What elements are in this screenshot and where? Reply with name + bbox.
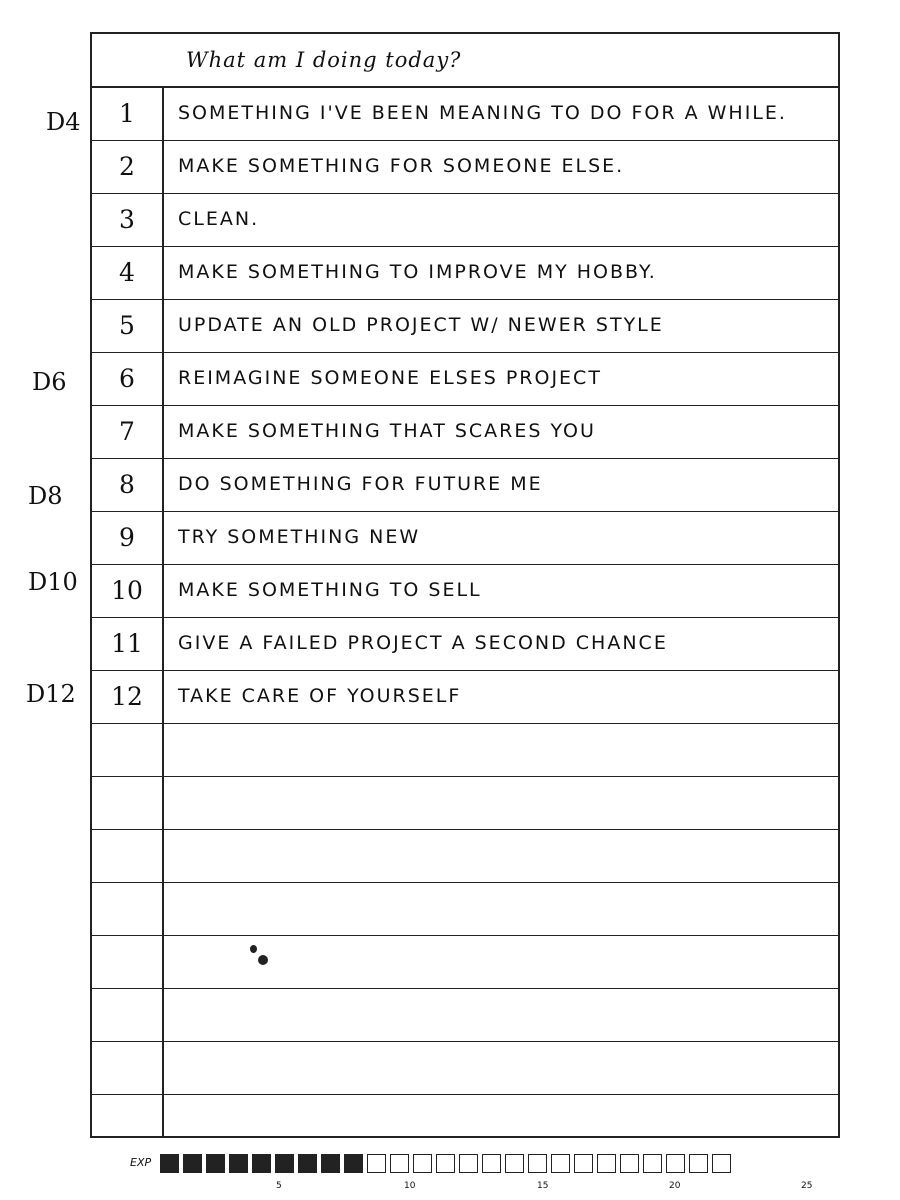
table-row — [92, 88, 838, 141]
row-number: 3 — [119, 205, 135, 234]
row-task: TAKE CARE OF YOURSELF — [178, 685, 462, 707]
exp-tick: 15 — [537, 1181, 549, 1191]
exp-box[interactable] — [160, 1154, 179, 1173]
table-row — [92, 406, 838, 459]
row-number: 6 — [119, 364, 135, 393]
day-mark: D4 — [46, 108, 81, 136]
exp-box[interactable] — [413, 1154, 432, 1173]
exp-box[interactable] — [574, 1154, 593, 1173]
exp-box[interactable] — [551, 1154, 570, 1173]
exp-box[interactable] — [528, 1154, 547, 1173]
exp-box[interactable] — [321, 1154, 340, 1173]
empty-row — [92, 724, 838, 777]
row-task: TRY SOMETHING NEW — [178, 526, 421, 548]
exp-box[interactable] — [275, 1154, 294, 1173]
table-row — [92, 247, 838, 300]
table-row — [92, 353, 838, 406]
day-mark: D8 — [28, 482, 63, 510]
table-row — [92, 512, 838, 565]
exp-box[interactable] — [689, 1154, 708, 1173]
row-number: 1 — [119, 99, 135, 128]
exp-tracker — [160, 1154, 731, 1173]
row-task: DO SOMETHING FOR FUTURE ME — [178, 473, 543, 495]
row-number: 10 — [111, 576, 143, 605]
row-number: 9 — [119, 523, 135, 552]
row-task: GIVE A FAILED PROJECT A SECOND CHANCE — [178, 632, 668, 654]
row-number: 2 — [119, 152, 135, 181]
row-task: MAKE SOMETHING THAT SCARES YOU — [178, 420, 596, 442]
table-row — [92, 141, 838, 194]
log-sheet — [90, 32, 840, 1138]
exp-tick: 5 — [276, 1181, 282, 1191]
exp-box[interactable] — [643, 1154, 662, 1173]
exp-box[interactable] — [298, 1154, 317, 1173]
ink-speck — [250, 945, 257, 953]
ink-speck — [258, 955, 268, 965]
exp-box[interactable] — [229, 1154, 248, 1173]
exp-box[interactable] — [344, 1154, 363, 1173]
empty-row — [92, 777, 838, 830]
row-number: 8 — [119, 470, 135, 499]
exp-box[interactable] — [206, 1154, 225, 1173]
page-title: What am I doing today? — [186, 48, 462, 72]
table-row — [92, 671, 838, 724]
day-mark: D12 — [26, 680, 76, 708]
table-row — [92, 194, 838, 247]
exp-box[interactable] — [666, 1154, 685, 1173]
row-task: CLEAN. — [178, 208, 260, 230]
exp-box[interactable] — [712, 1154, 731, 1173]
table-row — [92, 300, 838, 353]
exp-box[interactable] — [390, 1154, 409, 1173]
exp-box[interactable] — [252, 1154, 271, 1173]
row-number: 7 — [119, 417, 135, 446]
empty-row — [92, 1042, 838, 1095]
exp-tick: 25 — [801, 1181, 813, 1191]
row-task: REIMAGINE SOMEONE ELSES PROJECT — [178, 367, 602, 389]
exp-tick: 10 — [404, 1181, 416, 1191]
exp-tick: 20 — [669, 1181, 681, 1191]
exp-box[interactable] — [459, 1154, 478, 1173]
empty-row — [92, 883, 838, 936]
day-mark: D6 — [32, 368, 67, 396]
exp-box[interactable] — [436, 1154, 455, 1173]
empty-row — [92, 936, 838, 989]
exp-box[interactable] — [505, 1154, 524, 1173]
row-number: 11 — [111, 629, 143, 658]
exp-label: EXP — [130, 1156, 152, 1169]
title-row — [92, 34, 838, 88]
row-task: MAKE SOMETHING FOR SOMEONE ELSE. — [178, 155, 625, 177]
empty-row — [92, 830, 838, 883]
row-task: UPDATE AN OLD PROJECT W/ NEWER STYLE — [178, 314, 664, 336]
empty-row — [92, 989, 838, 1042]
row-number: 4 — [119, 258, 135, 287]
exp-box[interactable] — [183, 1154, 202, 1173]
exp-box[interactable] — [482, 1154, 501, 1173]
exp-box[interactable] — [597, 1154, 616, 1173]
exp-box[interactable] — [367, 1154, 386, 1173]
row-task: MAKE SOMETHING TO IMPROVE MY HOBBY. — [178, 261, 657, 283]
exp-box[interactable] — [620, 1154, 639, 1173]
row-number: 5 — [119, 311, 135, 340]
row-task: SOMETHING I'VE BEEN MEANING TO DO FOR A WHILE. — [178, 102, 787, 124]
table-row — [92, 459, 838, 512]
row-number: 12 — [111, 682, 143, 711]
day-mark: D10 — [28, 568, 78, 596]
row-task: MAKE SOMETHING TO SELL — [178, 579, 482, 601]
table-row — [92, 618, 838, 671]
table-row — [92, 565, 838, 618]
